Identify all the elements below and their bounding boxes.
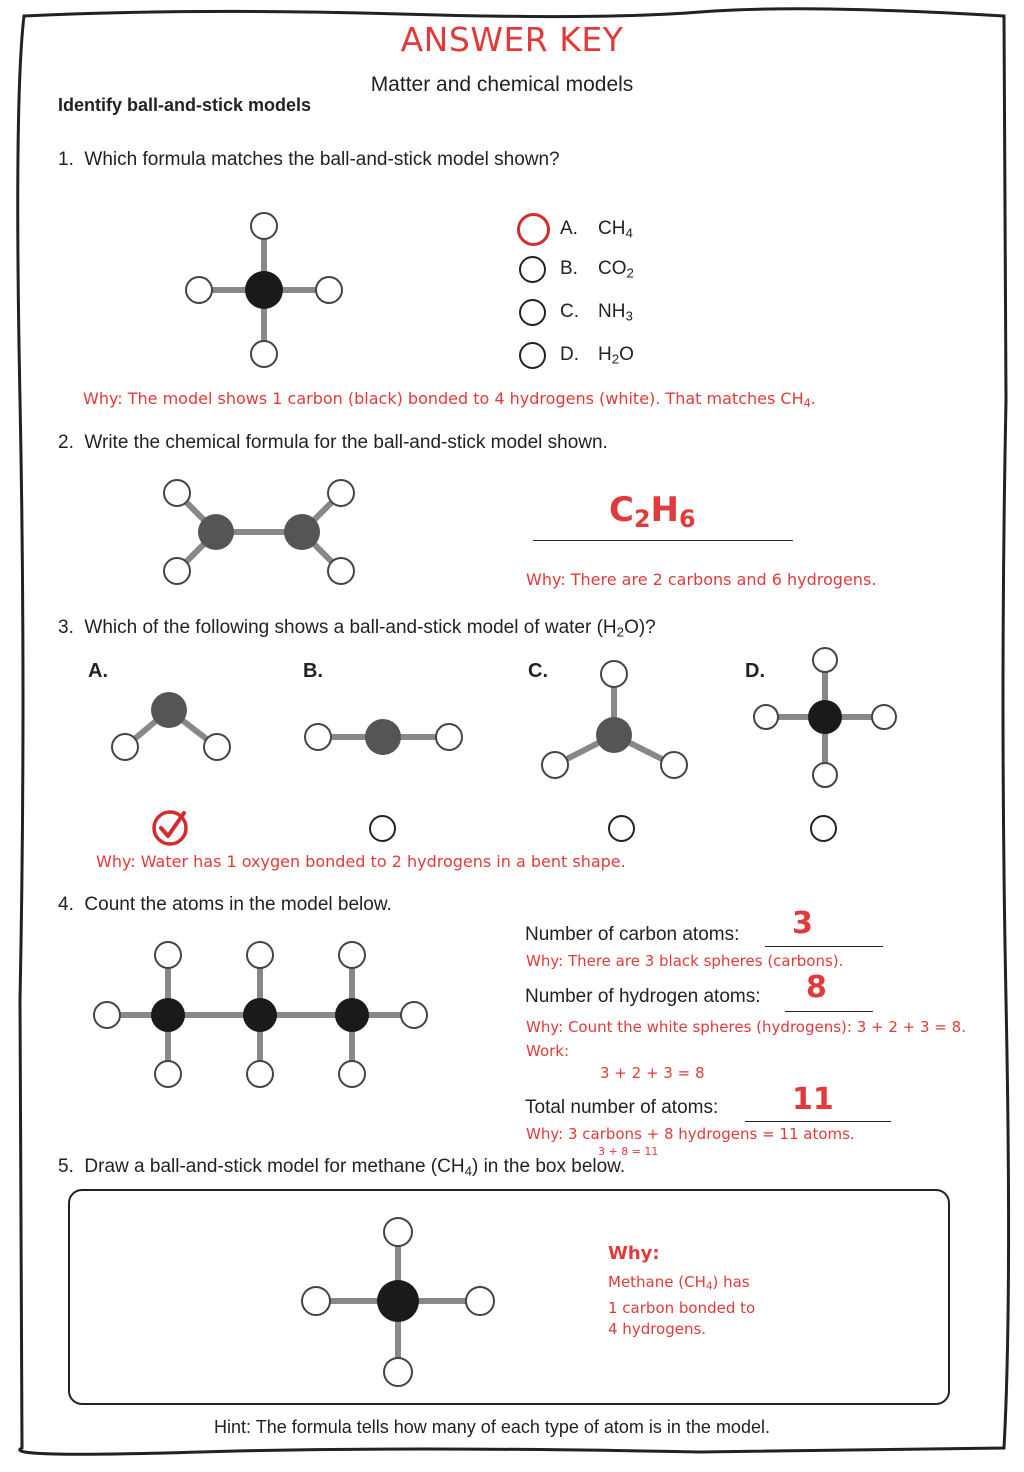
question-4: 4. Count the atoms in the model below. — [58, 894, 392, 915]
q3-radio-b[interactable] — [369, 815, 396, 842]
q2-answer-line — [533, 540, 793, 541]
total-scribble: 3 + 8 = 11 — [598, 1145, 659, 1158]
hydrogen-explanation: Why: Count the white spheres (hydrogens): 3 + 2 + 3 = 8. — [526, 1018, 966, 1036]
q1-option-a[interactable]: A. $CH_4$ — [517, 210, 634, 248]
q5-methane-drawing — [0, 0, 1, 1]
q1-option-d[interactable]: D. $H_2O$ — [517, 334, 634, 377]
footer-hint: Hint: The formula tells how many of each type of atom is in the model. — [214, 1417, 770, 1437]
q3-radio-d[interactable] — [810, 815, 837, 842]
page-title: ANSWER KEY — [400, 20, 624, 59]
carbon-explanation: Why: There are 3 black spheres (carbons). — [526, 952, 844, 970]
total-explanation: Why: 3 carbons + 8 hydrogens = 11 atoms. — [526, 1125, 855, 1143]
radio[interactable] — [519, 342, 546, 369]
drawing-box[interactable] — [68, 1189, 950, 1405]
q1-explanation: Why: The model shows 1 carbon (black) bonded to 4 hydrogens (white). That matches $CH_4$. — [83, 389, 816, 410]
q3-explanation: Why: Water has 1 oxygen bonded to 2 hydrogens in a bent shape. — [96, 852, 626, 871]
q2-explanation: Why: There are 2 carbons and 6 hydrogens. — [526, 570, 877, 589]
hydrogen-count-answer: 8 — [806, 970, 827, 1005]
radio[interactable] — [519, 256, 546, 283]
question-2: 2. Write the chemical formula for the ball-and-stick model shown. — [58, 432, 608, 453]
q1-option-c[interactable]: C. $NH_3$ — [517, 291, 634, 334]
q3-choice-b-label: B. — [303, 660, 323, 682]
hydrogen-count-label: Number of hydrogen atoms: — [525, 986, 761, 1007]
hydrogen-answer-line — [785, 1011, 873, 1012]
radio-selected[interactable] — [517, 213, 550, 246]
work-label: Work: — [526, 1042, 570, 1060]
carbon-count-label: Number of carbon atoms: — [525, 924, 740, 945]
page-subtitle: Matter and chemical models — [370, 73, 634, 96]
work-calculation: 3 + 2 + 3 = 8 — [600, 1064, 705, 1082]
total-count-answer: 11 — [792, 1082, 834, 1117]
question-1: 1. Which formula matches the ball-and-stick model shown? — [58, 149, 560, 170]
q5-why-title: Why: — [608, 1243, 660, 1264]
carbon-count-answer: 3 — [792, 906, 813, 941]
section-heading: Identify ball-and-stick models — [58, 95, 312, 115]
carbon-answer-line — [765, 946, 883, 947]
total-answer-line — [745, 1121, 891, 1122]
q1-option-b[interactable]: B. $CO_2$ — [517, 248, 634, 291]
q3-choice-c-label: C. — [528, 660, 548, 682]
q1-options — [517, 210, 634, 377]
radio[interactable] — [519, 299, 546, 326]
total-count-label: Total number of atoms: — [525, 1097, 719, 1118]
question-3: 3. Which of the following shows a ball-and-stick model of water $(H_2O)$? — [58, 617, 656, 640]
q5-explanation: Methane $(CH_4)$ has 1 carbon bonded to 4 hydrogens. — [608, 1273, 756, 1338]
q3-radio-c[interactable] — [608, 815, 635, 842]
q3-choice-d-label: D. — [745, 660, 765, 682]
question-5: 5. Draw a ball-and-stick model for methane $(CH_4)$ in the box below. — [58, 1156, 626, 1179]
q2-answer: $C_2H_6$ — [609, 490, 696, 533]
q3-choice-a-label: A. — [88, 660, 108, 682]
